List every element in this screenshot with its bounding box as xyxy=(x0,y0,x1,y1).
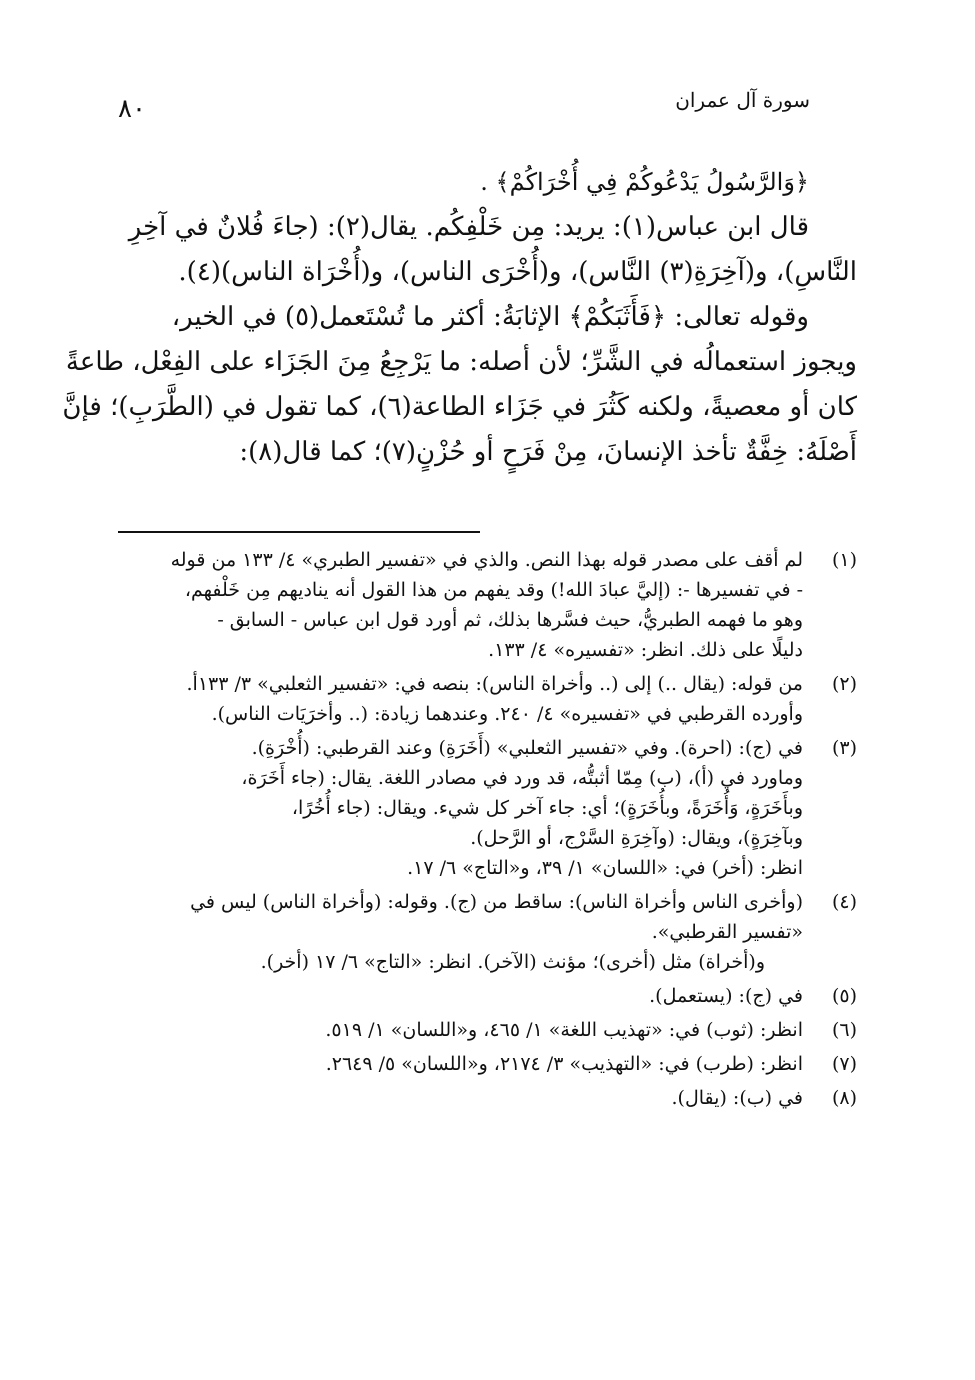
footnote-line: دليلًا على ذلك. انظر: «تفسيره» ٤/ ١٣٣. xyxy=(488,639,803,661)
paragraph-line: ويجوز استعمالُه في الشَّرِّ؛ لأن أصله: ما يَرْجِعُ مِنَ الجَزَاء على الفِعْل، طاعةً xyxy=(65,347,857,377)
paragraph-line: قال ابن عباس(١): يريد: مِن خَلْفِكُم. يقال(٢): (جاءَ فُلانٌ في آخِرِ xyxy=(128,212,809,242)
footnotes xyxy=(118,545,857,1117)
paragraph-line: النَّاسِ)، و(آخِرَةِ(٣) النَّاس)، و(أُخْرَى الناس)، و(أُخْرَاة الناس)(٤). xyxy=(178,257,857,287)
footnote-number: (٦) xyxy=(831,1019,857,1041)
running-title: سورة آل عمران xyxy=(675,88,810,112)
footnote-line: - في تفسيرها -: (إليَّ عبادَ الله!) وقد يفهم من هذا القول أنه يناديهم مِن خَلْفهم، xyxy=(184,579,803,601)
footnote xyxy=(118,733,857,883)
footnote xyxy=(118,545,857,665)
footnote-line: في (ب): (يقال). xyxy=(671,1087,803,1109)
footnote-number: (١) xyxy=(831,549,857,571)
footnote xyxy=(118,1083,857,1113)
footnote xyxy=(118,981,857,1011)
footnote xyxy=(118,1049,857,1079)
footnote-line: (وأخرى الناس وأخراة الناس): ساقط من (ج). وقوله: (وأخراة الناس) ليس في xyxy=(190,891,803,913)
footnote-line: انظر: (ثوب) في: «تهذيب اللغة» ١/ ٤٦٥، و«اللسان» ١/ ٥١٩. xyxy=(325,1019,803,1041)
footnote-number: (٧) xyxy=(831,1053,857,1075)
footnote-line: من قوله: (يقال ..) إلى (.. وأخراة الناس): بنصه في: «تفسير الثعلبي» ٣/ ١٣٣أ. xyxy=(186,673,803,695)
footnote-line: وبآخِرَةٍ)، ويقال: (وآخِرَةِ السَّرْج، أو الرَّحل). xyxy=(470,827,803,849)
page-header xyxy=(0,88,975,128)
footnote-number: (٥) xyxy=(831,985,857,1007)
footnote-line: وبأَخَرَةٍ، وَأُخَرَةً، وبأُخَرَةٍ)؛ أي: جاء آخر كل شيء. ويقال: (جاء أُخُرًا، xyxy=(291,797,803,819)
footnote-separator xyxy=(118,531,480,533)
footnote-line: و(أخراة) مثل (أخرى)؛ مؤنث (الآخر). انظر: «التاج» ٦/ ١٧ (أخر). xyxy=(260,951,765,973)
paragraph-line: كان أو معصيةً، ولكنه كَثُرَ في جَزَاء الطاعة(٦)، كما تقول في (الطَّرَبِ)؛ فإنَّ xyxy=(62,392,857,422)
footnote-number: (٨) xyxy=(831,1087,857,1109)
paragraph-line: وقوله تعالى: ﴿فَأَثَبَكُمْ﴾ الإثابَةُ: أكثر ما تُسْتَعمل(٥) في الخير، xyxy=(171,302,809,332)
footnote-number: (٢) xyxy=(831,673,857,695)
footnote-line: وأورده القرطبي في «تفسيره» ٤/ ٢٤٠. وعندهما زيادة: (.. وأخرَيَات الناس). xyxy=(211,703,803,725)
footnote-line: في (ج): (يستعمل). xyxy=(649,985,803,1007)
paragraph-line: أَصْلَهُ: خِفَّةٌ تأخذ الإنسانَ، مِنْ فَرَحٍ أو حُزْنٍ(٧)؛ كما قال(٨): xyxy=(239,437,857,467)
footnote-line: في (ج): (احرة). وفي «تفسير الثعلبي» (أَخَرَةِ) وعند القرطبي: (أُخْرَةِ). xyxy=(251,737,803,759)
footnote-line: انظر: (أخر) في: «اللسان» ١/ ٣٩، و«التاج» ٦/ ١٧. xyxy=(407,857,803,879)
footnote-line: وهو ما فهمه الطبريُّ، حيث فسَّرها بذلك، ثم أورد قول ابن عباس - السابق - xyxy=(217,609,803,631)
footnote-line: «تفسير القرطبي». xyxy=(651,921,803,943)
footnote xyxy=(118,887,857,977)
footnote-line: انظر: (طرب) في: «التهذيب» ٣/ ٢١٧٤، و«اللسان» ٥/ ٢٦٤٩. xyxy=(325,1053,803,1075)
footnote-line: لم أقف على مصدر قوله بهذا النص. والذي في «تفسير الطبري» ٤/ ١٣٣ من قوله xyxy=(170,549,803,571)
footnote xyxy=(118,1015,857,1045)
footnote xyxy=(118,669,857,729)
footnote-number: (٣) xyxy=(831,737,857,759)
page-number: ٨٠ xyxy=(118,94,146,124)
main-text xyxy=(62,160,857,475)
footnote-number: (٤) xyxy=(831,891,857,913)
footnote-line: وماورد في (أ)، (ب) مِمّا أثبتُّه، قد ورد في مصادر اللغة. يقال: (جاء أَخَرَة، xyxy=(241,767,803,789)
quran-verse: ﴿وَالرَّسُولُ يَدْعُوكُمْ فِي أُخْرَاكُمْ﴾ . xyxy=(480,168,809,196)
